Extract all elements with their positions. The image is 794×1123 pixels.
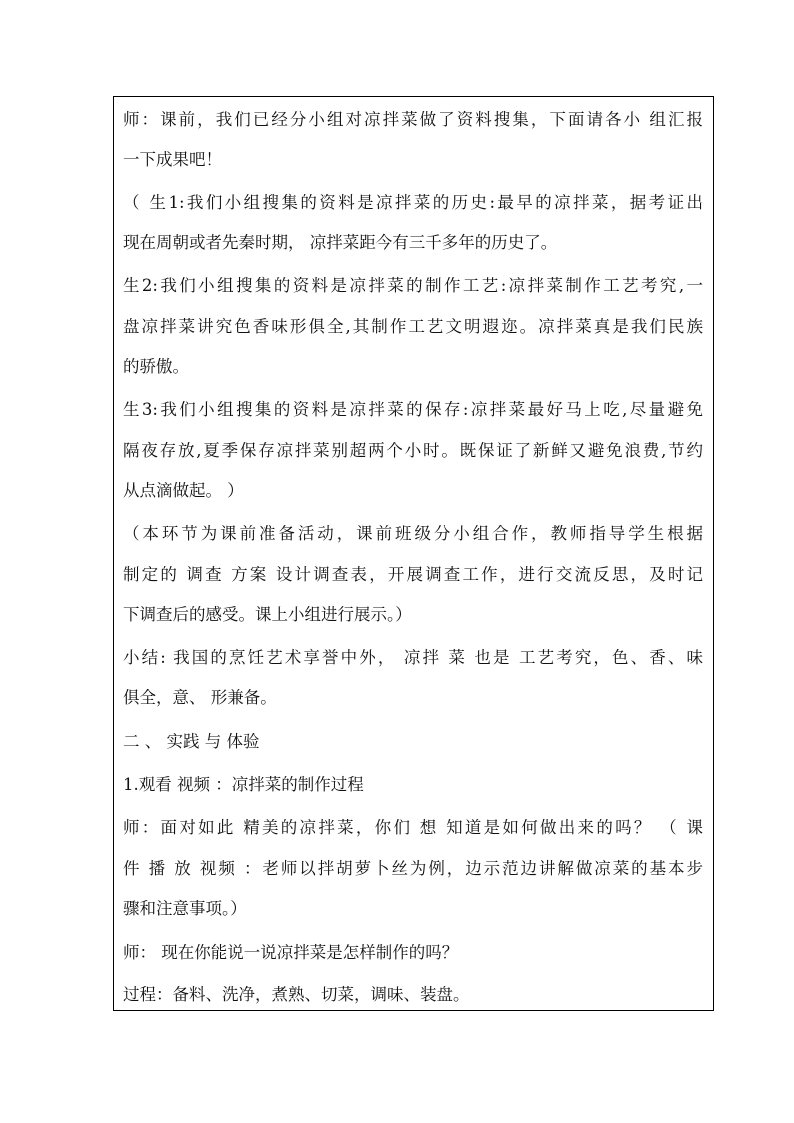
text-line: 从点滴做起。 ） bbox=[123, 481, 244, 500]
text-line: 师：面对如此 精美的凉拌菜，你们 想 知道是如何做出来的吗？ （ 课 bbox=[123, 818, 703, 837]
text-line: 下调查后的感受。课上小组进行展示。） bbox=[123, 605, 412, 624]
text-line: 骤和注意事项。） bbox=[123, 899, 247, 918]
text-line: 盘凉拌菜讲究色香味形俱全,其制作工艺文明遐迩。凉拌菜真是我们民族 bbox=[123, 317, 703, 336]
text-line: 俱全，意、 形兼备。 bbox=[123, 688, 277, 707]
text-line: 隔夜存放,夏季保存凉拌菜别超两个小时。既保证了新鲜又避免浪费,节约 bbox=[123, 441, 703, 460]
text-line: 过程：备料、洗净，煮熟、切菜，调味、装盘。 bbox=[123, 985, 470, 1004]
text-line: 师： 现在你能说一说凉拌菜是怎样制作的吗？ bbox=[123, 943, 459, 962]
text-line: 师：课前，我们已经分小组对凉拌菜做了资料搜集，下面请各小 组汇报 bbox=[123, 110, 703, 129]
text-line: 件 播 放 视频 ：老师以拌胡萝卜丝为例，边示范边讲解做凉菜的基本步 bbox=[123, 859, 703, 878]
text-line: 的骄傲。 bbox=[123, 357, 189, 376]
text-line: 生2:我们小组搜集的资料是凉拌菜的制作工艺:凉拌菜制作工艺考究,一 bbox=[123, 276, 703, 295]
text-line: 生3:我们小组搜集的资料是凉拌菜的保存:凉拌菜最好马上吃,尽量避免 bbox=[123, 400, 703, 419]
text-line: 现在周朝或者先秦时期， 凉拌菜距今有三千多年的历史了。 bbox=[123, 233, 558, 252]
section-heading: 二 、 实践 与 体验 bbox=[123, 732, 260, 751]
text-line: 制定的 调查 方案 设计调查表，开展调查工作，进行交流反思，及时记 bbox=[123, 565, 703, 584]
subsection-heading: 1.观看 视频 ：凉拌菜的制作过程 bbox=[123, 775, 364, 794]
text-line: 一下成果吧！ bbox=[123, 150, 222, 169]
document-frame bbox=[113, 96, 714, 1011]
text-line: （ 生1:我们小组搜集的资料是凉拌菜的历史:最早的凉拌菜，据考证出 bbox=[123, 193, 703, 212]
text-line: （本环节为课前准备活动，课前班级分小组合作，教师指导学生根据 bbox=[123, 524, 703, 543]
text-line: 小结: 我国的烹饪艺术享誉中外， 凉拌 菜 也是 工艺考究，色、香、味 bbox=[123, 648, 703, 667]
